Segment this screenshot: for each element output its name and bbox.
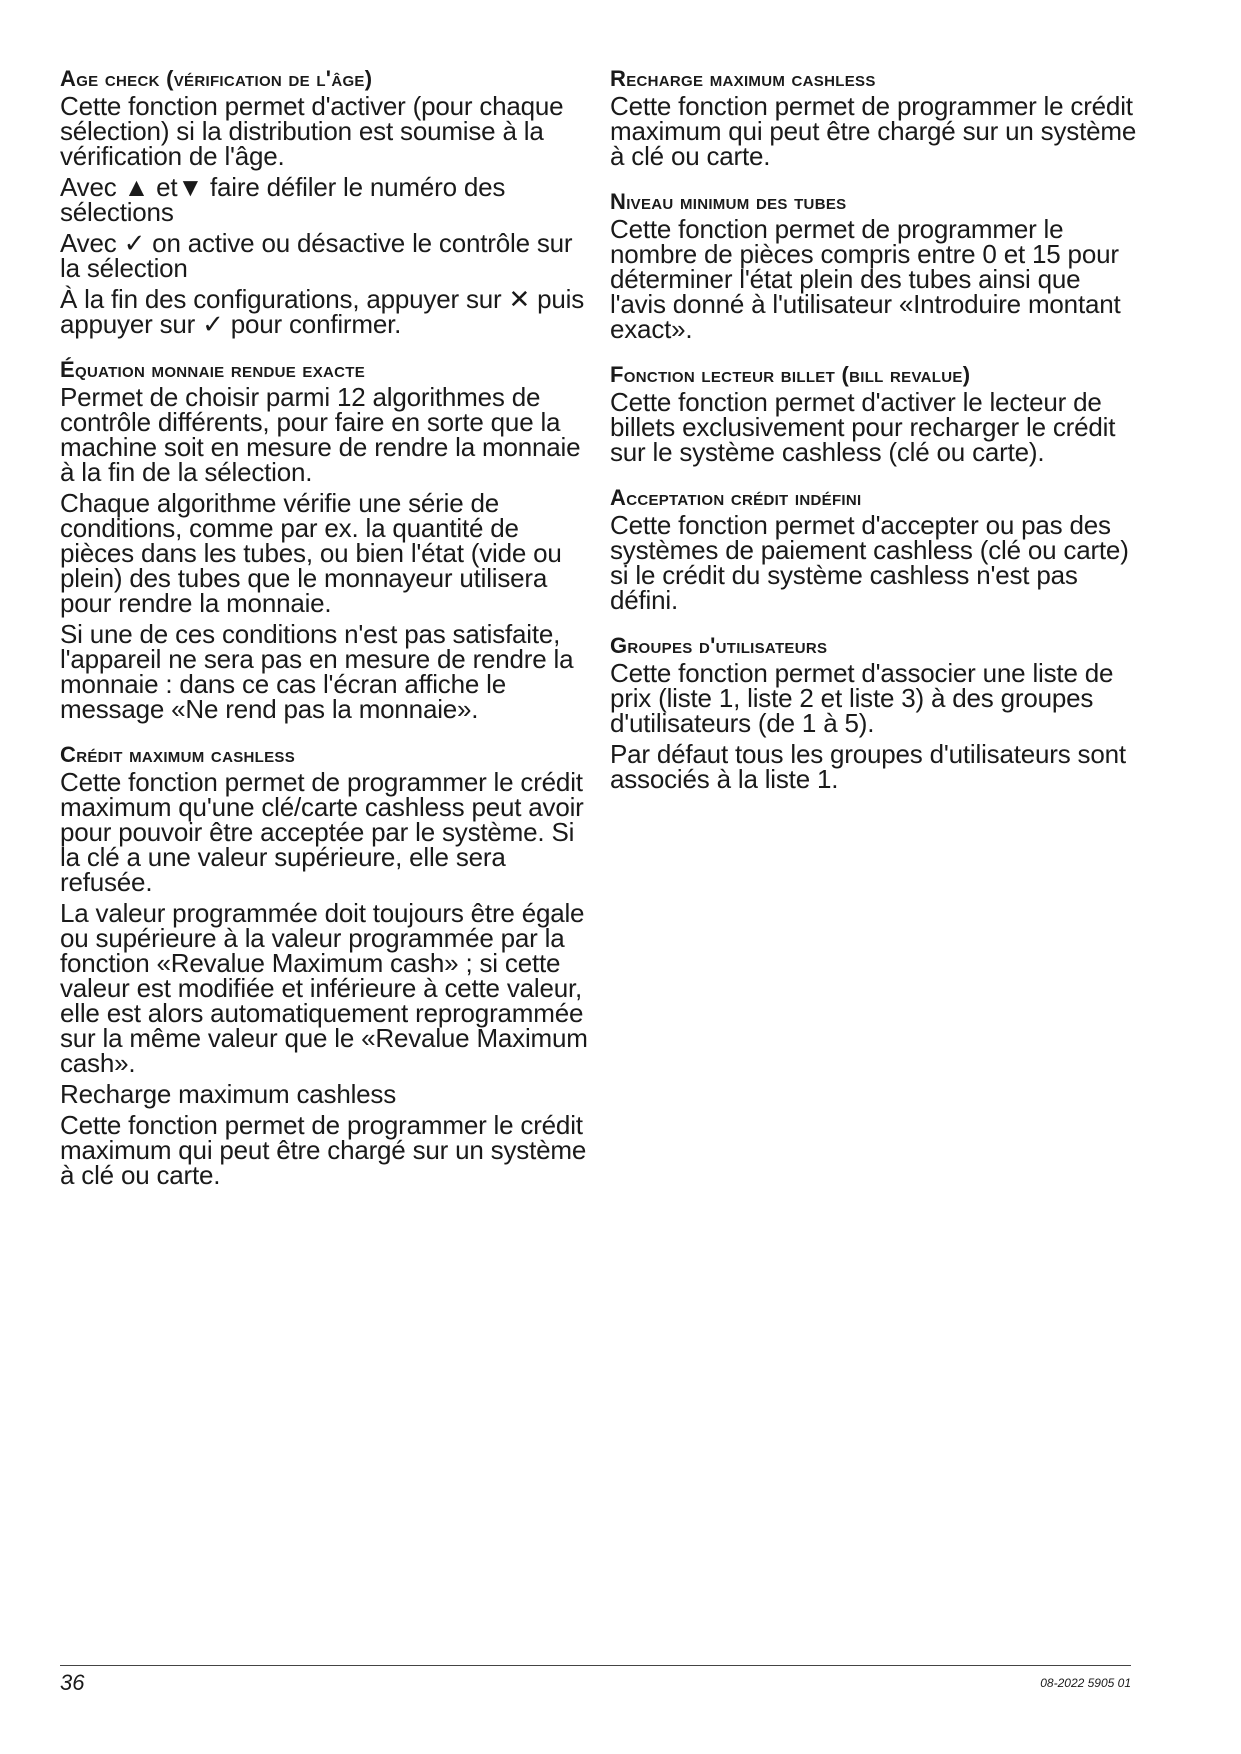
paragraph: Si une de ces conditions n'est pas satisfaite, l'appareil ne sera pas en mesure de rendre la monnaie : dans ce cas l'écran affiche le message «Ne rend pas la monnaie». bbox=[60, 619, 574, 724]
document-code: 08-2022 5905 01 bbox=[1040, 1676, 1131, 1690]
text: puis appuyer sur bbox=[60, 284, 585, 339]
text: faire défiler le numéro des sélections bbox=[60, 172, 506, 227]
section-heading: Age check (vérification de l'âge) bbox=[60, 66, 373, 91]
paragraph: Cette fonction permet d'activer (pour chaque sélection) si la distribution est soumise à la vérification de l'âge. bbox=[60, 91, 564, 171]
section-heading: Fonction lecteur billet (bill revalue) bbox=[610, 362, 971, 387]
section-recharge bbox=[610, 66, 1140, 169]
down-arrow-icon: ▼ bbox=[177, 172, 203, 202]
section-equation bbox=[60, 357, 590, 722]
paragraph: Permet de choisir parmi 12 algorithmes de contrôle différents, pour faire en sorte que la machine soit en mesure de rendre la monnaie à la fin de la sélection. bbox=[60, 382, 581, 487]
paragraph: Chaque algorithme vérifie une série de conditions, comme par ex. la quantité de pièces dans les tubes, ou bien l'état (vide ou plein) des tubes que le monnayeur utilisera pour rendre la monnaie. bbox=[60, 488, 562, 618]
section-heading: Niveau minimum des tubes bbox=[610, 189, 847, 214]
paragraph: Recharge maximum cashless bbox=[60, 1079, 397, 1109]
footer-divider bbox=[60, 1665, 1131, 1666]
right-column bbox=[610, 66, 1140, 812]
paragraph bbox=[60, 228, 590, 283]
paragraph: Cette fonction permet de programmer le crédit maximum qui peut être chargé sur un système à clé ou carte. bbox=[60, 1110, 587, 1190]
text: et bbox=[156, 172, 178, 202]
text: Avec bbox=[60, 228, 124, 258]
section-groupes bbox=[610, 633, 1140, 792]
section-lecteur bbox=[610, 362, 1140, 465]
text: on active ou désactive le contrôle sur la sélection bbox=[60, 228, 573, 283]
check-icon: ✓ bbox=[123, 228, 146, 258]
paragraph bbox=[60, 284, 590, 339]
text: pour confirmer. bbox=[223, 309, 402, 339]
paragraph: Cette fonction permet d'associer une liste de prix (liste 1, liste 2 et liste 3) à des groupes d'utilisateurs (de 1 à 5). bbox=[610, 658, 1114, 738]
section-heading: Acceptation crédit indéfini bbox=[610, 485, 862, 510]
paragraph: Cette fonction permet de programmer le crédit maximum qui peut être chargé sur un système à clé ou carte. bbox=[610, 91, 1137, 171]
section-heading: Équation monnaie rendue exacte bbox=[60, 357, 366, 382]
paragraph: Cette fonction permet d'activer le lecteur de billets exclusivement pour recharger le crédit sur le système cashless (clé ou carte). bbox=[610, 387, 1116, 467]
text: À la fin des configurations, appuyer sur bbox=[60, 284, 509, 314]
section-heading: Groupes d'utilisateurs bbox=[610, 633, 828, 658]
section-heading: Crédit maximum cashless bbox=[60, 742, 296, 767]
paragraph: La valeur programmée doit toujours être égale ou supérieure à la valeur programmée par la fonction «Revalue Maximum cash» ; si cette valeur est modifiée et inférieure à cette valeur, elle est alors automatiquement reprogrammée sur la même valeur que le «Revalue Maximum cash». bbox=[60, 898, 588, 1078]
section-age-check bbox=[60, 66, 590, 337]
text: Avec bbox=[60, 172, 124, 202]
paragraph bbox=[60, 172, 590, 227]
check-icon: ✓ bbox=[202, 309, 224, 339]
section-niveau bbox=[610, 189, 1140, 342]
section-heading: Recharge maximum cashless bbox=[610, 66, 876, 91]
cross-icon: ✕ bbox=[508, 284, 531, 314]
paragraph: Cette fonction permet de programmer le nombre de pièces compris entre 0 et 15 pour déterminer l'état plein des tubes ainsi que l'avis donné à l'utilisateur «Introduire montant exact». bbox=[610, 214, 1121, 344]
section-acceptation bbox=[610, 485, 1140, 613]
page-number: 36 bbox=[60, 1670, 85, 1695]
paragraph: Cette fonction permet de programmer le crédit maximum qu'une clé/carte cashless peut avoir pour pouvoir être acceptée par le système. Si la clé a une valeur supérieure, elle sera refusée. bbox=[60, 767, 584, 897]
paragraph: Par défaut tous les groupes d'utilisateurs sont associés à la liste 1. bbox=[610, 739, 1126, 794]
up-arrow-icon: ▲ bbox=[123, 172, 150, 202]
paragraph: Cette fonction permet d'accepter ou pas des systèmes de paiement cashless (clé ou carte) si le crédit du système cashless n'est pas défini. bbox=[610, 510, 1129, 615]
left-column bbox=[60, 66, 590, 1208]
section-credit-max bbox=[60, 742, 590, 1188]
